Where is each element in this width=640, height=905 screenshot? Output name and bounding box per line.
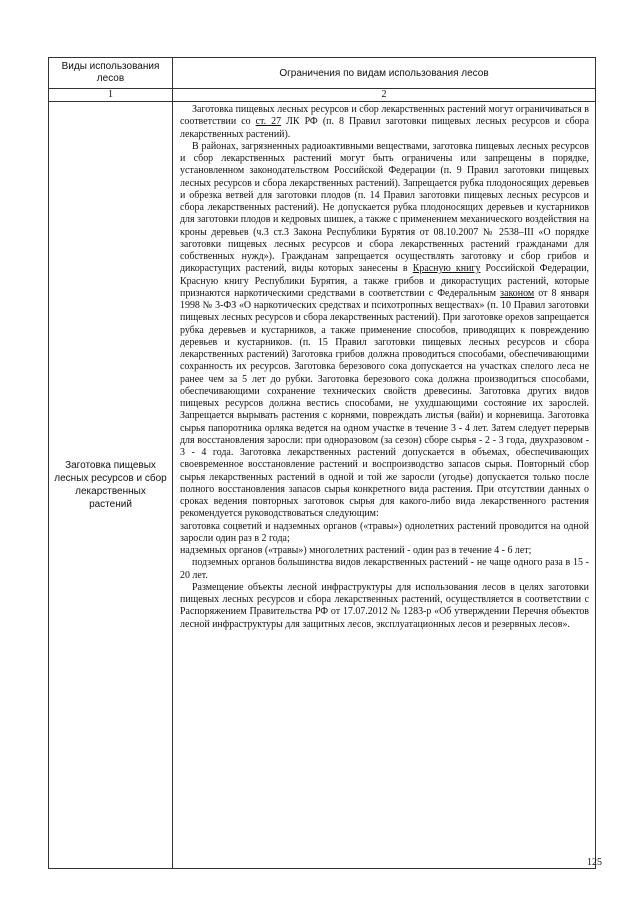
column-number-2: 2 <box>173 89 596 102</box>
row-usage-type: Заготовка пищевых лесных ресурсов и сбор лекарственных растений <box>49 102 173 869</box>
row-restrictions-text <box>173 102 596 869</box>
federal-law-link[interactable]: законом <box>500 287 535 299</box>
table-header-row <box>49 58 596 89</box>
red-book-link[interactable]: Красную книгу <box>412 263 481 275</box>
paragraph-1: Заготовка пищевых лесных ресурсов и сбор лекарственных растений могут ограничиваться в соответствии со ст. 27 ЛК РФ (п. 8 Правил заготовки пищевых лесных ресурсов и сбора лекарственных растений). <box>180 104 590 140</box>
paragraph-4: надземных органов («травы») многолетних растений - один раз в течение 4 - 6 лет; <box>180 545 532 556</box>
paragraph-3: заготовка соцветий и надземных органов («травы») однолетних растений проводится на одной заросли один раз в 2 года; <box>180 520 589 544</box>
table-row <box>49 102 596 869</box>
header-col-restrictions: Ограничения по видам использования лесов <box>173 58 596 89</box>
column-number-1: 1 <box>49 89 173 102</box>
paragraph-6: Размещение объекты лесной инфраструктуры для использования лесов в целях заготовки пищевых лесных ресурсов и сбора лекарственных растений, осуществляется в соответствии с Распоряжением Правительства РФ от 17.07.2012 № 1283-р «Об утверждении Перечня объектов лесной инфраструктуры для защитных лесов, эксплуатационных лесов и резервных лесов». <box>180 581 589 630</box>
article-27-link[interactable]: ст. 27 <box>255 116 282 128</box>
header-col-usage-types: Виды использования лесов <box>49 58 173 89</box>
paragraph-5: подземных органов большинства видов лекарственных растений - не чаще одного раза в 15 - 20 лет. <box>180 557 589 581</box>
page-number: 125 <box>587 857 602 868</box>
paragraph-2: В районах, загрязненных радиоактивными веществами, заготовка пищевых лесных ресурсов и сбор лекарственных растений могут быть ограничены или запрещены в порядке, установленном законодательством Российской Федерации (п. 9 Правил заготовки пищевых лесных ресурсов и сбора лекарственных растений). Запрещается рубка плодоносящих деревьев и обрезка ветвей для заготовки плодов (п. 14 Правил заготовки пищевых лесных ресурсов и сбора лекарственных растений). Не допускается рубка плодоносящих деревьев и кустарников для заготовки плодов и кедровых шишек, а также с применением механического воздействия на кроны деревьев (ч.3 ст.3 Закона Республики Бурятия от 08.10.2007 № 2538–III «О порядке заготовки пищевых лесных ресурсов и сбора лекарственных растений гражданами для собственных нужд»). Гражданам запрещается осуществлять заготовку и сбор грибов и дикорастущих растений, виды которых занесены в Красную книгу Российской Федерации, Красную книгу Республики Бурятия, а также грибов и дикорастущих растений, которые признаются наркотическими средствами в соответствии с Федеральным законом от 8 января 1998 № 3-ФЗ «О наркотических средствах и психотропных веществах» (п. 10 Правил заготовки пищевых лесных ресурсов и сбора лекарственных растений). При заготовке орехов запрещается рубка деревьев и кустарников, а также применение способов, приводящих к повреждению деревьев и кустарников. (п. 15 Правил заготовки пищевых лесных ресурсов и сбора лекарственных растений) Заготовка грибов должна проводиться способами, обеспечивающими сохранность их ресурсов. Заготовка березового сока допускается на участках спелого леса не ранее чем за 5 лет до рубки. Заготовка березового сока должна производиться способами, обеспечивающими сохранение технических свойств древесины. Заготовка других видов пищевых ресурсов должна вестись способами, не ухудшающими состояние их зарослей. Запрещается вырывать растения с корнями, повреждать листья (вайи) и корневища. Заготовка сырья папоротника орляка ведется на одном участке в течение 3 - 4 лет. Затем следует перерыв для восстановления заросли: при одноразовом (за сезон) сборе сырья - 2 - 3 года, двухразовом - 3 - 4 года. Заготовка лекарственных растений допускается в объемах, обеспечивающих своевременное восстановление растений и воспроизводство запасов сырья. Повторный сбор сырья лекарственных растений в одной и той же заросли (угодье) допускается только после полного восстановления запасов сырья конкретного вида растения. При отсутствии данных о сроках ведения повторных заготовок сырья для какого-либо вида лекарственного растения рекомендуется руководствоваться следующим: <box>180 140 590 520</box>
restrictions-table <box>48 57 596 869</box>
column-number-row <box>49 89 596 102</box>
